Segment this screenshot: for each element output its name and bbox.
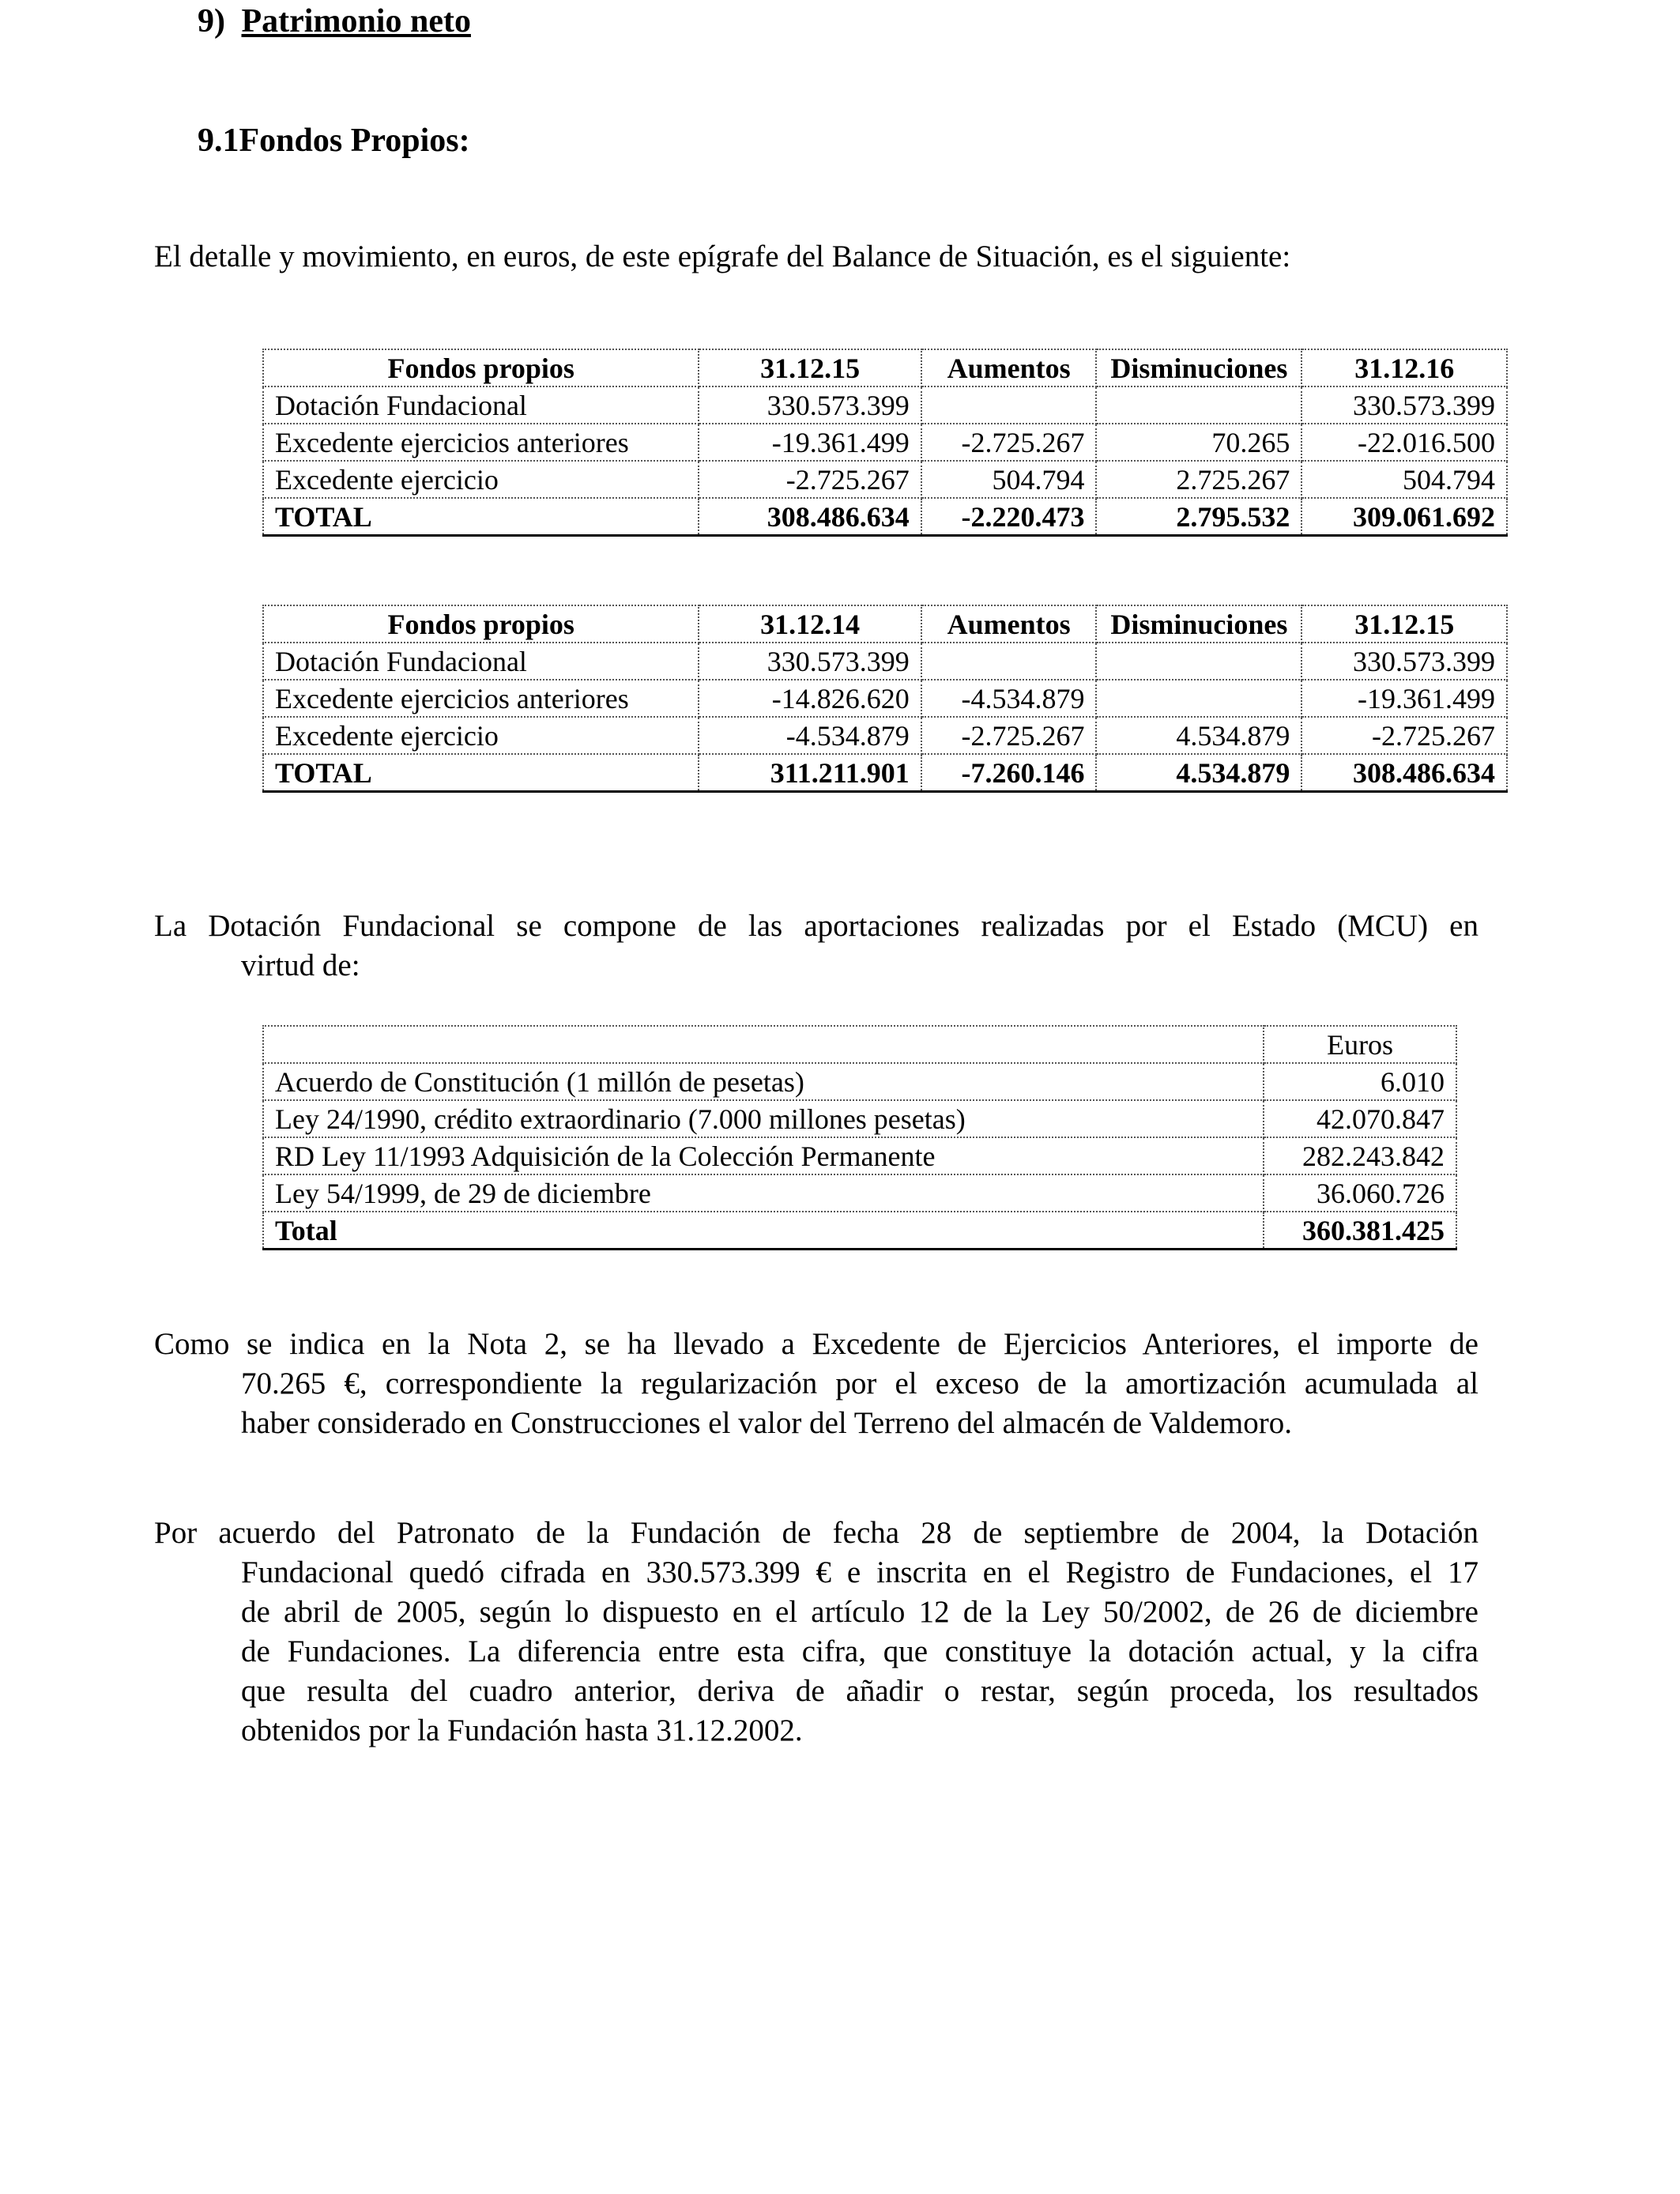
currency-header: Euros	[1264, 1026, 1456, 1063]
cell: 504.794	[1301, 461, 1507, 498]
cell: -4.534.879	[699, 717, 921, 754]
header-cell: Aumentos	[921, 605, 1097, 643]
header-cell: 31.12.16	[1301, 349, 1507, 386]
table-row	[263, 386, 1507, 424]
cell: 504.794	[921, 461, 1097, 498]
cell: 330.573.399	[1301, 643, 1507, 680]
row-label: RD Ley 11/1993 Adquisición de la Colección Permanente	[263, 1137, 1264, 1174]
cell: 309.061.692	[1301, 498, 1507, 536]
cell: 330.573.399	[699, 386, 921, 424]
cell	[1096, 386, 1301, 424]
cell	[1096, 643, 1301, 680]
cell: -2.725.267	[921, 424, 1097, 461]
paragraph-line: de Fundaciones. La diferencia entre esta cifra, que constituye la dotación actual, y la cifra	[241, 1634, 1478, 1668]
dotacion-table	[262, 1025, 1457, 1250]
header-cell: 31.12.15	[1301, 605, 1507, 643]
cell: 4.534.879	[1096, 717, 1301, 754]
cell: 36.060.726	[1264, 1174, 1456, 1212]
row-label: TOTAL	[263, 754, 699, 792]
intro-paragraph: El detalle y movimiento, en euros, de este epígrafe del Balance de Situación, es el siguiente:	[154, 239, 1291, 273]
nota-paragraph	[154, 1325, 1478, 1443]
paragraph-line: Por acuerdo del Patronato de la Fundación de fecha 28 de septiembre de 2004, la Dotación	[154, 1516, 1478, 1550]
table-row	[263, 717, 1507, 754]
paragraph-line: La Dotación Fundacional se compone de las aportaciones realizadas por el Estado (MCU) en	[154, 909, 1478, 943]
paragraph-line: obtenidos por la Fundación hasta 31.12.2002.	[241, 1713, 803, 1747]
cell	[921, 386, 1097, 424]
paragraph-line: 70.265 €, correspondiente la regularización por el exceso de la amortización acumulada al	[241, 1367, 1478, 1400]
table-row	[263, 424, 1507, 461]
cell: 4.534.879	[1096, 754, 1301, 792]
cell: 6.010	[1264, 1063, 1456, 1100]
table-header-row	[263, 605, 1507, 643]
total-row	[263, 754, 1507, 792]
row-label: Total	[263, 1212, 1264, 1250]
table-row	[263, 680, 1507, 717]
section-heading	[198, 5, 471, 38]
table-row	[263, 643, 1507, 680]
cell: -4.534.879	[921, 680, 1097, 717]
cell	[921, 643, 1097, 680]
row-label: Excedente ejercicio	[263, 717, 699, 754]
header-cell: Aumentos	[921, 349, 1097, 386]
header-cell-empty	[263, 1026, 1264, 1063]
cell: -19.361.499	[699, 424, 921, 461]
paragraph-line: que resulta del cuadro anterior, deriva de añadir o restar, según proceda, los resultados	[241, 1674, 1478, 1708]
cell: -14.826.620	[699, 680, 921, 717]
table-row	[263, 1137, 1456, 1174]
cell: 42.070.847	[1264, 1100, 1456, 1137]
row-label: Excedente ejercicios anteriores	[263, 680, 699, 717]
fondos-propios-table-2015	[262, 605, 1508, 793]
cell: 308.486.634	[1301, 754, 1507, 792]
cell: 2.725.267	[1096, 461, 1301, 498]
paragraph-line: Fundacional quedó cifrada en 330.573.399 € e inscrita en el Registro de Fundaciones, el 17	[241, 1555, 1478, 1589]
cell: -19.361.499	[1301, 680, 1507, 717]
cell: -7.260.146	[921, 754, 1097, 792]
acuerdo-paragraph	[154, 1514, 1478, 1751]
header-cell: Fondos propios	[263, 349, 699, 386]
table-row	[263, 461, 1507, 498]
cell: 311.211.901	[699, 754, 921, 792]
cell: -2.220.473	[921, 498, 1097, 536]
row-label: Dotación Fundacional	[263, 386, 699, 424]
row-label: Ley 24/1990, crédito extraordinario (7.000 millones pesetas)	[263, 1100, 1264, 1137]
cell: -2.725.267	[921, 717, 1097, 754]
cell: 330.573.399	[1301, 386, 1507, 424]
row-label: TOTAL	[263, 498, 699, 536]
cell: 70.265	[1096, 424, 1301, 461]
row-label: Excedente ejercicio	[263, 461, 699, 498]
table-header-row	[263, 1026, 1456, 1063]
table-header-row	[263, 349, 1507, 386]
paragraph-line: virtud de:	[241, 948, 360, 982]
cell: 282.243.842	[1264, 1137, 1456, 1174]
paragraph-line: haber considerado en Construcciones el valor del Terreno del almacén de Valdemoro.	[241, 1406, 1292, 1440]
row-label: Acuerdo de Constitución (1 millón de pesetas)	[263, 1063, 1264, 1100]
section-title: Patrimonio neto	[241, 3, 471, 40]
header-cell: Fondos propios	[263, 605, 699, 643]
cell: 360.381.425	[1264, 1212, 1456, 1250]
paragraph-line: Como se indica en la Nota 2, se ha llevado a Excedente de Ejercicios Anteriores, el importe de	[154, 1327, 1478, 1361]
header-cell: 31.12.14	[699, 605, 921, 643]
dotacion-paragraph	[154, 907, 1478, 986]
cell	[1096, 680, 1301, 717]
fondos-propios-table-2016	[262, 349, 1508, 537]
cell: -2.725.267	[1301, 717, 1507, 754]
section-number: 9)	[198, 3, 225, 40]
subsection-heading: 9.1Fondos Propios:	[198, 123, 470, 159]
row-label: Dotación Fundacional	[263, 643, 699, 680]
cell: -2.725.267	[699, 461, 921, 498]
cell: -22.016.500	[1301, 424, 1507, 461]
table-row	[263, 1174, 1456, 1212]
table-row	[263, 1063, 1456, 1100]
table-row	[263, 1100, 1456, 1137]
row-label: Excedente ejercicios anteriores	[263, 424, 699, 461]
cell: 330.573.399	[699, 643, 921, 680]
total-row	[263, 1212, 1456, 1250]
header-cell: Disminuciones	[1096, 605, 1301, 643]
cell: 308.486.634	[699, 498, 921, 536]
row-label: Ley 54/1999, de 29 de diciembre	[263, 1174, 1264, 1212]
header-cell: 31.12.15	[699, 349, 921, 386]
cell: 2.795.532	[1096, 498, 1301, 536]
paragraph-line: de abril de 2005, según lo dispuesto en el artículo 12 de la Ley 50/2002, de 26 de diciembre	[241, 1595, 1478, 1629]
header-cell: Disminuciones	[1096, 349, 1301, 386]
total-row	[263, 498, 1507, 536]
